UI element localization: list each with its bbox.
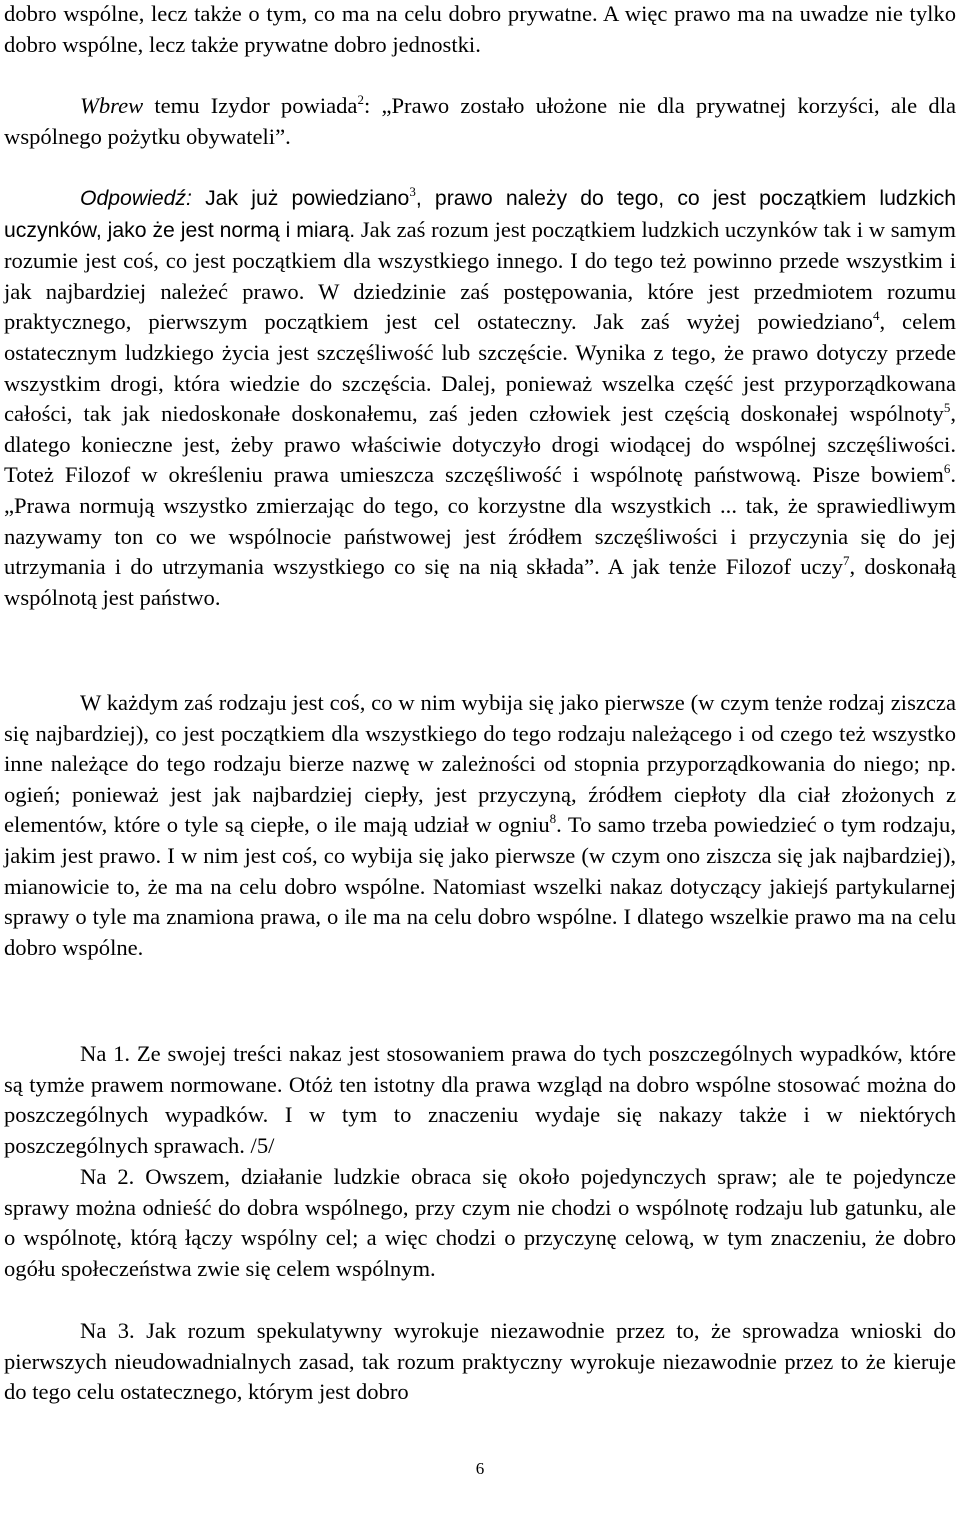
footnote-ref: 3 <box>409 184 416 199</box>
text-run: dobro wspólne, lecz także o tym, co ma na celu dobro prywatne. A więc prawo ma na uwadze nie tylko dobro wspólne, lecz także prywatne dobro jednostki. <box>4 1 956 57</box>
footnote-ref: 8 <box>549 811 557 827</box>
paragraph-reply-3 <box>4 1316 956 1408</box>
text-run: , dlatego konieczne jest, żeby prawo właściwie dotyczyło drogi wiodącej do wspólnej szczęśliwości. Toteż Filozof w określeniu prawa umieszcza szczęśliwość i wspólnotę państwową. Pisze bowiem <box>4 401 956 488</box>
paragraph-objection-isidore <box>4 91 956 152</box>
text-run: Na 3. Jak rozum spekulatywny wyrokuje niezawodnie przez to, że sprowadza wnioski do pierwszych nieudowadnialnych zasad, tak rozum praktyczny wyrokuje niezawodnie przez to że kieruje do tego celu ostatecznego, którym jest dobro <box>4 1318 956 1405</box>
paragraph-reply-1 <box>4 1039 956 1161</box>
footnote-ref: 5 <box>943 400 951 416</box>
footnote-ref: 4 <box>872 308 880 324</box>
text-run: , celem ostatecznym ludzkiego życia jest szczęśliwość lub szczęście. Wynika z tego, że prawo dotyczy przede wszystkim drogi, która wiedzie do szczęścia. Dalej, ponieważ wszelka część jest przyporządkowana całości, tak jak niedoskonałe doskonałemu, zaś jeden człowiek jest częścią doskonałej wspólnoty <box>4 309 956 427</box>
text-run: Odpowiedź: <box>80 187 192 210</box>
paragraph-reply-2 <box>4 1162 956 1284</box>
text-run: Na 1. Ze swojej treści nakaz jest stosowaniem prawa do tych poszczególnych wypadków, które są tymże prawem normowane. Otóż ten istotny dla prawa wzgląd na dobro wspólne stosować można do poszczególnych wypadków. I w tym to znaczeniu wydaje się nakazy także i w niektórych poszczególnych sprawach. /5/ <box>4 1041 956 1158</box>
footnote-ref: 2 <box>357 92 364 107</box>
footnote-ref: 7 <box>842 553 850 569</box>
text-run: Jak już powiedziano <box>191 187 410 210</box>
text-run: Jak zaś rozum jest początkiem ludzkich uczynków tak i w samym rozumie jest coś, co jest początkiem dla wszystkiego innego. I do tego też powinno przede wszystkim i jak najbardziej należeć prawo. W dziedzinie zaś postępowania, które jest przedmiotem rozumu praktycznego, pierwszym początkiem jest cel ostateczny. Jak zaś wyżej powiedziano <box>4 216 956 335</box>
text-run: temu Izydor powiada <box>143 93 358 118</box>
text-run: . „Prawa normują wszystko zmierzając do tego, co korzystne dla wszystkich ... tak, że sprawiedliwym nazywamy ton co we wspólnocie państwowej jest źródłem szczęśliwości i przyczynia się do jej utrzymania i do utrzymania wszystkiego co się na nią składa”. A jak tenże Filozof uczy <box>4 462 956 580</box>
text-run: Na 2. Owszem, działanie ludzkie obraca się około pojedynczych spraw; ale te pojedyncze sprawy można odnieść do dobra wspólnego, przy czym nie chodzi o wspólnotę rodzaju lub gatunku, ale o wspólnotę, którą łączy wspólny cel; a więc chodzi o przyczynę celową, w tym znaczeniu, że dobro ogółu społeczeństwa zwie się celem wspólnym. <box>4 1164 956 1281</box>
paragraph-intro <box>4 0 956 60</box>
text-run: , doskonałą wspólnotą jest państwo. <box>4 554 956 610</box>
text-run: : „Prawo zostało ułożone nie dla prywatnej korzyści, ale dla wspólnego pożytku obywateli”. <box>4 93 956 149</box>
paragraph-answer <box>4 183 956 613</box>
text-run: , prawo należy do tego, co jest początkiem ludzkich uczynków, jako że jest normą i miarą. <box>4 187 956 242</box>
text-run: W każdym zaś rodzaju jest coś, co w nim wybija się jako pierwsze (w czym tenże rodzaj ziszcza się najbardziej), co jest początkiem dla wszystkiego do tego rodzaju należącego i od czego też wszystko inne należące do tego rodzaju bierze nazwę w zależności od stopnia przyporządkowania do niego; np. ogień; ponieważ jest jak najbardziej ciepły, jest przyczyną, źródłem ciepłoty dla ciał złożonych z elementów, które o tyle są ciepłe, o ile mają udział w ogniu <box>4 690 956 838</box>
footnote-ref: 6 <box>943 461 951 477</box>
paragraph-genus <box>4 688 956 963</box>
text-run: Wbrew <box>80 93 144 118</box>
text-run: . To samo trzeba powiedzieć o tym rodzaju, jakim jest prawo. I w nim jest coś, co wybija się jako pierwsze (w czym ono ziszcza się jak najbardziej), mianowicie to, że ma na celu dobro wspólne. Natomiast wszelki nakaz dotyczący jakiejś partykularnej sprawy o tyle ma znamiona prawa, o ile ma na celu dobro wspólne. I dlatego wszelkie prawo ma na celu dobro wspólne. <box>4 812 957 960</box>
page-number: 6 <box>475 1459 485 1478</box>
